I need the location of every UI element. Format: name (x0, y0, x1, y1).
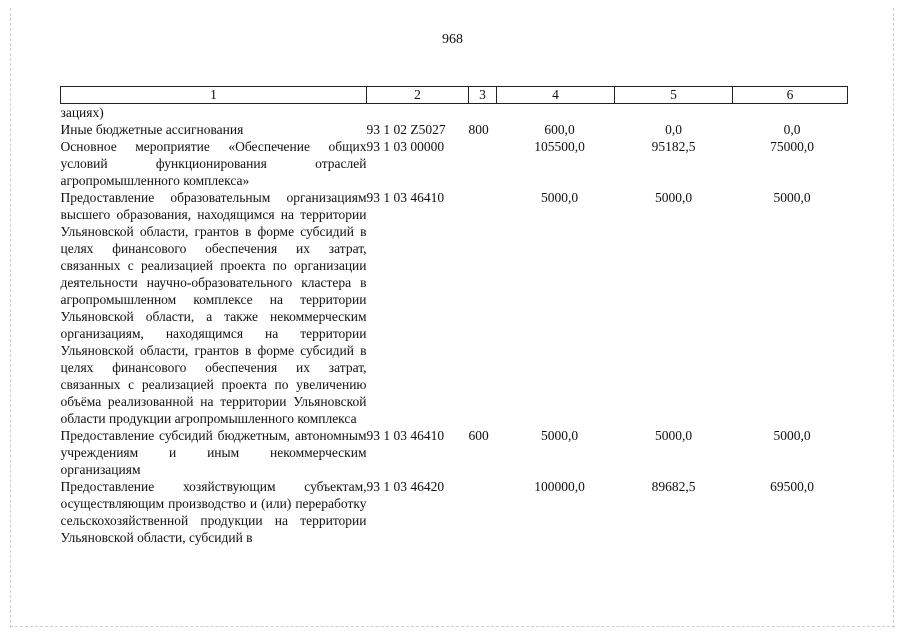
row-name: зациях) (60, 105, 104, 120)
row-type: 600 (468, 428, 489, 443)
scan-frame-bottom (10, 626, 895, 628)
row-value-4: 5000,0 (540, 190, 579, 205)
row-name: Предоставление образовательным организациям высшего образования, находящимся на территории Ульяновской области, грантов в форме субсидий в целях финансового обеспечения их затрат, связанных с реализацией проекта по организации деятельности научно-образовательного кластера в агропромышленном комплексе на территории Ульяновской области, а также некоммерческим организациям, находящимся на территории Ульяновской области, грантов в форме субсидий в целях финансового обеспечения их затрат, связанных с реализацией проекта по увеличению объёма реализованной на территории Ульяновской области продукции агропромышленного комплекса (60, 190, 367, 426)
row-value-4: 100000,0 (534, 479, 585, 494)
page-number: 968 (442, 32, 463, 47)
row-code: 93 1 03 46410 (366, 190, 445, 205)
budget-table (60, 86, 848, 546)
row-value-4: 600,0 (544, 122, 575, 137)
row-value-5 (615, 104, 733, 122)
row-value-6: 75000,0 (770, 139, 814, 154)
row-code (367, 104, 469, 122)
row-code: 93 1 02 Z5027 (366, 122, 446, 137)
row-name: Основное мероприятие «Обеспечение общих условий функционирования отраслей агропромышленного комплекса» (60, 139, 367, 188)
header-col-4: 4 (497, 87, 615, 104)
row-value-6: 5000,0 (773, 428, 811, 443)
table-row (61, 478, 848, 546)
header-col-5: 5 (615, 87, 733, 104)
row-code: 93 1 03 00000 (366, 139, 445, 154)
table-header-row (61, 87, 848, 104)
row-type (469, 189, 497, 427)
row-value-5: 89682,5 (651, 479, 696, 494)
row-type (469, 138, 497, 189)
row-value-5: 5000,0 (654, 428, 693, 443)
row-value-4: 5000,0 (540, 428, 579, 443)
row-code: 93 1 03 46410 (366, 428, 445, 443)
header-col-3: 3 (469, 87, 497, 104)
scan-frame-left (10, 8, 12, 628)
table-row (61, 121, 848, 138)
row-type (469, 478, 497, 546)
row-value-5: 5000,0 (654, 190, 693, 205)
row-value-6: 0,0 (783, 122, 801, 137)
row-code: 93 1 03 46420 (366, 479, 445, 494)
row-name: Иные бюджетные ассигнования (60, 122, 244, 137)
row-value-4: 105500,0 (534, 139, 585, 154)
table-row (61, 189, 848, 427)
row-name: Предоставление субсидий бюджетным, автономным учреждениям и иным некоммерческим организациям (60, 428, 367, 477)
table-row (61, 427, 848, 478)
row-value-5: 0,0 (665, 122, 682, 137)
header-col-6: 6 (733, 87, 848, 104)
row-type (469, 104, 497, 122)
row-value-5: 95182,5 (651, 139, 696, 154)
row-value-6: 5000,0 (773, 190, 811, 205)
header-col-1: 1 (61, 87, 367, 104)
row-value-6: 69500,0 (770, 479, 814, 494)
row-type: 800 (468, 122, 489, 137)
scan-frame-right (893, 8, 895, 628)
row-name: Предоставление хозяйствующим субъектам, осуществляющим производство и (или) переработку сельскохозяйственной продукции на территории Ульяновской области, субсидий в (60, 479, 367, 545)
row-value-6 (733, 104, 848, 122)
table-row (61, 138, 848, 189)
table-row (61, 104, 848, 122)
row-value-4 (497, 104, 615, 122)
header-col-2: 2 (367, 87, 469, 104)
